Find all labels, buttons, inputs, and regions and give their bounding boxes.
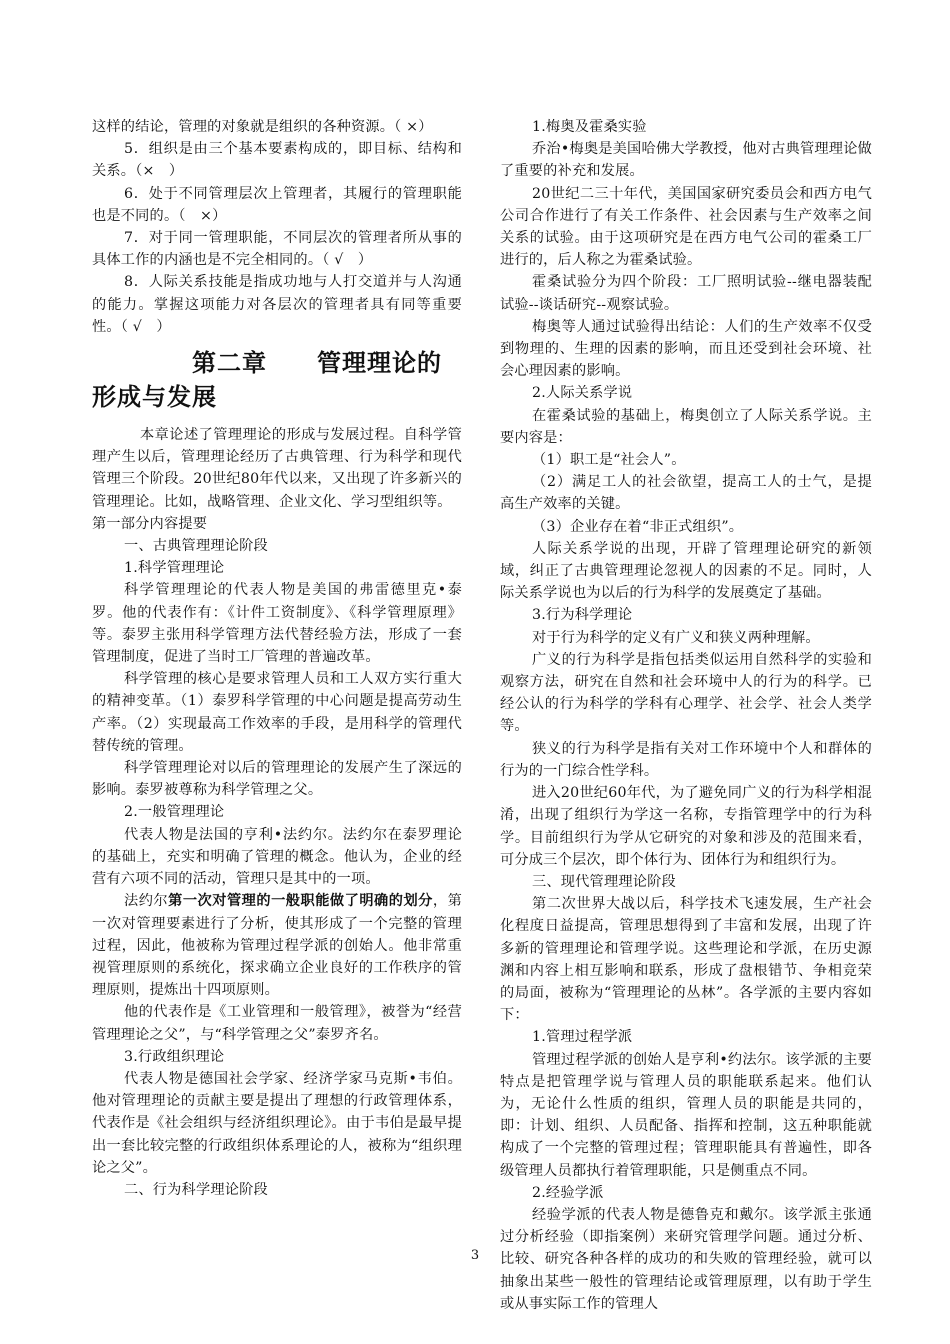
paragraph: 5．组织是由三个基本要素构成的，即目标、结构和关系。（× ） bbox=[92, 141, 462, 180]
subsection-heading: 3.行为科学理论 bbox=[532, 607, 633, 624]
paragraph: 科学管理理论对以后的管理理论的发展产生了深远的影响。泰罗被尊称为科学管理之父。 bbox=[92, 760, 462, 799]
subsection-heading: 2.人际关系学说 bbox=[532, 385, 633, 402]
paragraph: 在霍桑试验的基础上，梅奥创立了人际关系学说。主要内容是： bbox=[500, 407, 872, 446]
subsection-heading: 1.管理过程学派 bbox=[532, 1029, 633, 1046]
section-heading: 一、古典管理理论阶段 bbox=[124, 538, 268, 555]
paragraph: 他的代表作是《工业管理和一般管理》，被誉为“经营管理理论之父”，与“科学管理之父”泰罗齐名。 bbox=[92, 1004, 462, 1043]
part-heading: 第一部分内容提要 bbox=[92, 515, 208, 532]
paragraph: 20世纪二三十年代，美国国家研究委员会和西方电气公司合作进行了有关工作条件、社会因素与生产效率之间关系的试验。由于这项研究是在西方电气公司的霍桑工厂进行的，后人称之为霍桑试验。 bbox=[500, 185, 872, 269]
page-number: 3 bbox=[470, 1248, 480, 1263]
paragraph: 第二次世界大战以后，科学技术飞速发展，生产社会化程度日益提高，管理思想得到了丰富和发展，出现了许多新的管理理论和管理学说。这些理论和学派，在历史源渊和内容上相互影响和联系，形成了盘根错节、争相竞荣的局面，被称为“管理理论的丛林”。各学派的主要内容如下： bbox=[500, 896, 872, 1024]
text-run: 法约尔 bbox=[124, 893, 169, 910]
paragraph: 广义的行为科学是指包括类似运用自然科学的实验和观察方法，研究在自然和社会环境中人的行为的科学。已经公认的行为科学的学科有心理学、社会学、社会人类学等。 bbox=[500, 651, 872, 735]
paragraph: 6．处于不同管理层次上管理者，其履行的管理职能也是不同的。（ ×） bbox=[92, 185, 462, 224]
bold-text-run: 第一次对管理的一般职能做了明确的划分 bbox=[168, 893, 433, 910]
section-heading: 三、现代管理理论阶段 bbox=[532, 873, 676, 890]
subsection-heading: 2.一般管理理论 bbox=[124, 804, 225, 821]
paragraph: 对于行为科学的定义有广义和狭义两种理解。 bbox=[532, 629, 820, 646]
paragraph: 7．对于同一管理职能，不同层次的管理者所从事的具体工作的内涵也是不完全相同的。（ √ ） bbox=[92, 230, 462, 269]
paragraph: 进入20世纪60年代，为了避免同广义的行为科学相混淆，出现了组织行为学这一名称，专指管理学中的行为科学。目前组织行为学从它研究的对象和涉及的范围来看，可分成三个层次，即个体行为、团体行为和组织行为。 bbox=[500, 785, 872, 868]
paragraph: 代表人物是德国社会学家、经济学家马克斯•韦伯。他对管理理论的贡献主要是提出了理想的行政管理体系，代表作是《社会组织与经济组织理论》。由于韦伯是最早提出一套比较完整的行政组织体系理论的人，被称为“组织理论之父”。 bbox=[92, 1070, 462, 1176]
paragraph: 经验学派的代表人物是德鲁克和戴尔。该学派主张通过分析经验（即指案例）来研究管理学问题。通过分析、比较、研究各种各样的成功的和失败的管理经验，就可以抽象出某些一般性的管理结论或管理原理，以有助于学生或从事实际工作的管理人 bbox=[500, 1206, 872, 1312]
paragraph: 乔治•梅奥是美国哈佛大学教授，他对古典管理理论做了重要的补充和发展。 bbox=[500, 141, 872, 180]
paragraph: 梅奥等人通过试验得出结论：人们的生产效率不仅受到物理的、生理的因素的影响，而且还受到社会环境、社会心理因素的影响。 bbox=[500, 318, 872, 380]
paragraph: 代表人物是法国的亨利•法约尔。法约尔在泰罗理论的基础上，充实和明确了管理的概念。他认为，企业的经营有六项不同的活动，管理只是其中的一项。 bbox=[92, 826, 462, 888]
subsection-heading: 1.梅奥及霍桑实验 bbox=[532, 119, 647, 135]
subsection-heading: 2.经验学派 bbox=[532, 1184, 604, 1201]
paragraph: 人际关系学说的出现，开辟了管理理论研究的新领域，纠正了古典管理理论忽视人的因素的不足。同时，人际关系学说也为以后的行为科学的发展奠定了基础。 bbox=[500, 540, 872, 602]
chapter-title: 第二章 管理理论的形成与发展 bbox=[92, 349, 442, 412]
paragraph: 这样的结论，管理的对象就是组织的各种资源。（ ×） bbox=[92, 119, 433, 135]
text-run: ，第一次对管理要素进行了分析，使其形成了一个完整的管理过程，因此，他被称为管理过程学派的创始人。他非常重视管理原则的系统化，探求确立企业良好的工作秩序的管理原则，提炼出十四项原则。 bbox=[92, 893, 463, 999]
paragraph bbox=[92, 890, 462, 1001]
subsection-heading: 3.行政组织理论 bbox=[124, 1048, 225, 1065]
paragraph: 狭义的行为科学是指有关对工作环境中个人和群体的行为的一门综合性学科。 bbox=[500, 740, 872, 779]
right-column bbox=[500, 116, 872, 1315]
subsection-heading: 1.科学管理理论 bbox=[124, 560, 225, 577]
paragraph: 科学管理理论的代表人物是美国的弗雷德里克•泰罗。他的代表作有：《计件工资制度》、《科学管理原理》等。泰罗主张用科学管理方法代替经验方法，形成了一套管理制度，促进了当时工厂管理的普遍改革。 bbox=[92, 582, 462, 666]
list-item: （3）企业存在着“非正式组织”。 bbox=[532, 518, 744, 535]
paragraph: 管理过程学派的创始人是亨利•约法尔。该学派的主要特点是把管理学说与管理人员的职能联系起来。他们认为，无论什么性质的组织，管理人员的职能是共同的，即：计划、组织、人员配备、指挥和控制，这五种职能就构成了一个完整的管理过程；管理职能具有普遍性，即各级管理人员都执行着管理职能，只是侧重点不同。 bbox=[500, 1051, 872, 1179]
paragraph: 霍桑试验分为四个阶段：工厂照明试验--继电器装配试验--谈话研究--观察试验。 bbox=[500, 274, 872, 313]
section-heading: 二、行为科学理论阶段 bbox=[124, 1181, 268, 1198]
paragraph: 科学管理的核心是要求管理人员和工人双方实行重大的精神变革。（1）泰罗科学管理的中心问题是提高劳动生产率。（2）实现最高工作效率的手段，是用科学的管理代替传统的管理。 bbox=[92, 671, 462, 754]
list-item: （2）满足工人的社会欲望，提高工人的士气，是提高生产效率的关键。 bbox=[500, 474, 872, 513]
paragraph: 8．人际关系技能是指成功地与人打交道并与人沟通的能力。掌握这项能力对各层次的管理者具有同等重要性。（ √ ） bbox=[92, 274, 462, 335]
left-column bbox=[92, 116, 462, 1201]
chapter-intro: 本章论述了管理理论的形成与发展过程。自科学管理产生以后，管理理论经历了古典管理、行为科学和现代管理三个阶段。20世纪80年代以来，又出现了许多新兴的管理理论。比如，战略管理、企业文化、学习型组织等。 bbox=[92, 427, 462, 510]
list-item: （1）职工是“社会人”。 bbox=[532, 452, 686, 469]
